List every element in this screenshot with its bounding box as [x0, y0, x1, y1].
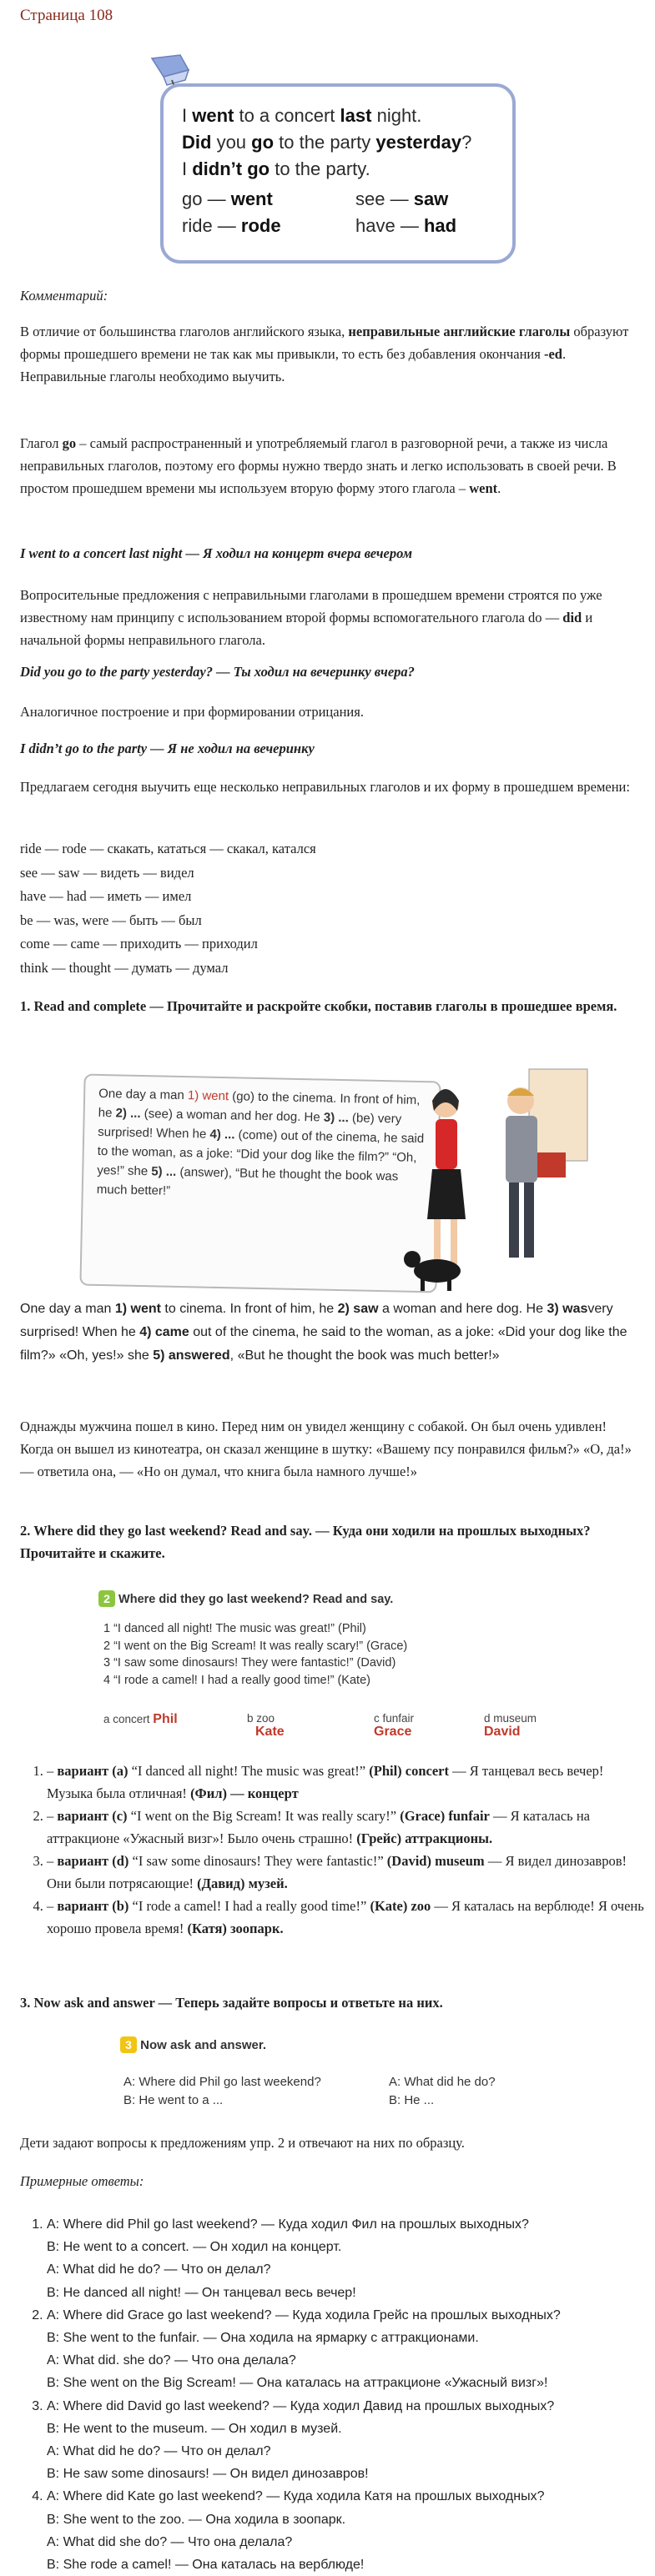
quote-line: 1 “I danced all night! The music was great!” (Phil) — [103, 1622, 366, 1635]
paragraph-verb-go: Глагол go – самый распространенный и употребляемый глагол в разговорной речи, а также из числа неправильных глаголов, поэтому его формы нужно твердо знать и легко использовать в своей речи. В простом прошедшем времени мы используем вторую форму этого глагола – went. — [20, 435, 617, 496]
dialog-line: B: He ... — [389, 2093, 435, 2107]
verb-item: come — came — приходить — приходил — [20, 936, 258, 952]
quote-line: 4 “I rode a camel! I had a really good time!” (Kate) — [103, 1673, 370, 1687]
exercise-2-box — [98, 1589, 566, 1747]
story-translation: Однажды мужчина пошел в кино. Перед ним он увидел женщину с собакой. Он был очень удивлен! Когда он вышел из кинотеатра, он сказал женщине в шутку: «Вашему псу понравился фильм?» «О, да!» — ответила она, — «Но он думал, что книга была намного лучше!» — [20, 1419, 632, 1479]
grammar-pair-2: ride — rode — [182, 215, 281, 236]
verb-item: ride — rode — скакать, кататься — скакал, катался — [20, 841, 316, 856]
option-d: d museum David — [484, 1712, 537, 1739]
verb-item: think — thought — думать — думал — [20, 959, 229, 976]
sample-dialog: 1. A: Where did Phil go last weekend? — Куда ходил Фил на прошлых выходных? B: He went to a concert. — Он ходил на концерт. A: What did he do? — Что он делал? B: He danced all night! — Он танцевал весь вечер! — [47, 2213, 652, 2304]
verb-item: be — was, were — быть — был — [20, 911, 202, 928]
quote-line: 3 “I saw some dinosaurs! They were fantastic!” (David) — [103, 1656, 396, 1670]
exercise-3-left — [123, 2073, 321, 2110]
story-text: One day a man 1) went (go) to the cinema. In front of him, he 2) ... (see) a woman and her dog. He 3) ... (be) very surprised! When he 4) ... (come) out of the cinema, he said to the woman, as a joke: “Did your dog like the film?” “Oh, yes!” she 5) ... (answer), “But he thought the book was much better!” — [96, 1086, 425, 1198]
grammar-line-1: I went to a concert last night. — [182, 105, 422, 126]
task-2-answers — [20, 1760, 652, 1940]
cinema-illustration — [404, 1052, 596, 1294]
grammar-line-3: I didn’t go to the party. — [182, 158, 370, 179]
verb-item: see — saw — видеть — видел — [20, 864, 194, 881]
answer-item: 4. – вариант (b) “I rode a camel! I had a really good time!” (Kate) zoo — Я каталась на верблюде! Я очень хорошо провела время! (Катя) зоопарк. — [47, 1895, 652, 1940]
story-exercise-box — [79, 1074, 441, 1293]
answer-item: 3. – вариант (d) “I saw some dinosaurs! They were fantastic!” (David) museum — Я видел динозавров! Они были потрясающие! (Давид) музей. — [47, 1850, 652, 1895]
paragraph-questions: Вопросительные предложения с неправильными глаголами в прошедшем времени строятся по уже известному нам принципу с использованием второй формы вспомогательного глагола do — did и начальной формы неправильного глагола. — [20, 587, 602, 648]
answer-item: 1. – вариант (a) “I danced all night! The music was great!” (Phil) concert — Я танцевал весь вечер! Музыка была отличная! (Фил) — концерт — [47, 1760, 652, 1805]
verb-list — [20, 837, 316, 980]
grammar-pair-2b: have — had — [355, 215, 457, 236]
paragraph-negation: Аналогичное построение и при формировании отрицания. — [20, 704, 364, 720]
grammar-pair-1: go — went — [182, 188, 273, 209]
option-a: a concert Phil — [103, 1712, 178, 1726]
answer-item: 2. – вариант (c) “I went on the Big Scream! It was really scary!” (Grace) funfair — Я каталась на аттракционе «Ужасный визг»! Было очень страшно! (Грейс) аттракционы. — [47, 1805, 652, 1850]
exercise-number-badge: 2 — [98, 1590, 115, 1607]
dialog-line: A: What did he do? — [389, 2075, 496, 2089]
task-2-heading: 2. Where did they go last weekend? Read and say. — Куда они ходили на прошлых выходных? Прочитайте и скажите. — [20, 1523, 591, 1561]
task-3-heading: 3. Now ask and answer — Теперь задайте вопросы и ответьте на них. — [20, 1995, 443, 2011]
grammar-box — [160, 83, 516, 264]
example-2: Did you go to the party yesterday? — Ты ходил на вечеринку вчера? — [20, 664, 415, 680]
sample-dialog: 3. A: Where did David go last weekend? — Куда ходил Давид на прошлых выходных? B: He went to the museum. — Он ходил в музей. A: What did he do? — Что он делал? B: He saw some dinosaurs! — Он видел динозавров! — [47, 2395, 652, 2486]
option-c: c funfair Grace — [374, 1712, 415, 1739]
verb-item: have — had — иметь — имел — [20, 888, 192, 904]
paragraph-irregular-verbs: В отличие от большинства глаголов английского языка, неправильные английские глаголы образуют формы прошедшего времени не так как мы привыкли, то есть без добавления окончания -ed. Неправильные глаголы необходимо выучить. — [20, 324, 629, 384]
grammar-pair-1b: see — saw — [355, 188, 449, 209]
story-answer: One day a man 1) went to cinema. In front of him, he 2) saw a woman and here dog. He 3) wasvery surprised! When he 4) came out of the cinema, he said to the woman, as a joke: «Did your dog like the film?» «Oh, yes!» she 5) answered, «But he thought the book was much better!» — [20, 1302, 627, 1363]
exercise-3-title: 3 Now ask and answer. — [120, 2036, 266, 2053]
dialog-line: B: He went to a ... — [123, 2093, 224, 2107]
task-1-heading: 1. Read and complete — Прочитайте и раскройте скобки, поставив глаголы в прошедшее время. — [20, 998, 617, 1014]
paragraph-instructions: Дети задают вопросы к предложениям упр. 2 и отвечают на них по образцу. — [20, 2135, 465, 2151]
example-1: I went to a concert last night — Я ходил на концерт вчера вечером — [20, 545, 413, 561]
paragraph-new-verbs: Предлагаем сегодня выучить еще несколько неправильных глаголов и их форму в прошедшем времени: — [20, 779, 630, 795]
sample-dialog: 4. A: Where did Kate go last weekend? — Куда ходила Катя на прошлых выходных? B: She went to the zoo. — Она ходила в зоопарк. A: What did she do? — Что она делала? B: She rode a camel! — Она каталась на верблюде! — [47, 2485, 652, 2576]
sample-dialog: 2. A: Where did Grace go last weekend? — Куда ходила Грейс на прошлых выходных? B: She went to the funfair. — Она ходила на ярмарку с аттракционами. A: What did. she do? — Что она делала? B: She went on the Big Scream! — Она каталась на аттракционе «Ужасный визг»! — [47, 2304, 652, 2395]
exercise-3-right — [389, 2073, 496, 2110]
exercise-2-quotes — [103, 1620, 407, 1689]
comment-label: Комментарий: — [20, 288, 108, 304]
example-3: I didn’t go to the party — Я не ходил на вечеринку — [20, 741, 315, 756]
sample-answers-label: Примерные ответы: — [20, 2173, 144, 2189]
exercise-2-title: 2 Where did they go last weekend? Read and say. — [98, 1590, 393, 1607]
grammar-line-2: Did you go to the party yesterday? — [182, 132, 472, 153]
sample-answers-list — [20, 2213, 652, 2576]
quote-line: 2 “I went on the Big Scream! It was really scary!” (Grace) — [103, 1639, 408, 1653]
page-number-header: Страница 108 — [20, 7, 113, 24]
exercise-3-box — [120, 2033, 554, 2117]
exercise-number-badge: 3 — [120, 2036, 137, 2053]
option-b: b zoo Kate — [247, 1712, 285, 1739]
dialog-line: A: Where did Phil go last weekend? — [123, 2075, 321, 2089]
